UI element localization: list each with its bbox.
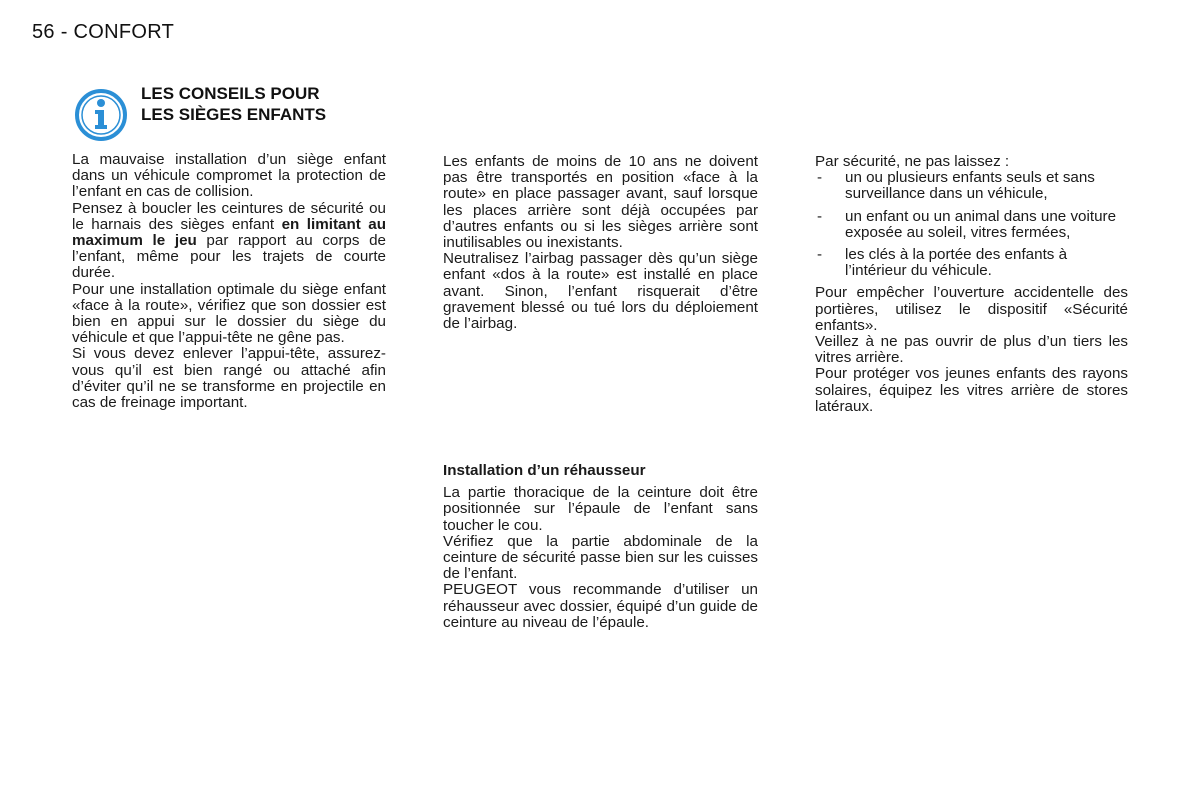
paragraph-under-ten: Les enfants de moins de 10 ans ne doivent pas être transportés en position «face à la route» en place passager avant, sauf lorsque les places arrière sont déjà occupées par d’autres enfants ou si les sièges arrière sont inutilisables ou inexistants.: [443, 153, 758, 252]
column-1: [72, 152, 386, 411]
paragraph-installation-warning: La mauvaise installation d’un siège enfant dans un véhicule compromet la protection de l’enfant en cas de collision.: [72, 151, 386, 201]
column-2: [443, 154, 758, 332]
paragraph-child-lock: Pour empêcher l’ouverture accidentelle des portières, utilisez le dispositif «Sécurité enfants».: [815, 284, 1128, 334]
paragraph-airbag-neutralize: Neutralisez l’airbag passager dès qu’un siège enfant «dos à la route» est installé en place avant. Sinon, l’enfant risquerait d’être gravement blessé ou tué lors du déploiement de l’airbag.: [443, 250, 758, 333]
paragraph-headrest-removal: Si vous devez enlever l’appui-tête, assurez-vous qu’il est bien rangé ou attaché afin d’éviter qu’il ne se transforme en projectile en cas de freinage important.: [72, 345, 386, 412]
list-item: - les clés à la portée des enfants à l’intérieur du véhicule.: [815, 247, 1128, 279]
list-item: - un enfant ou un animal dans une voiture exposée au soleil, vitres fermées,: [815, 209, 1128, 241]
section-title-line-2: LES SIÈGES ENFANTS: [141, 105, 327, 124]
paragraph-optimal-installation: Pour une installation optimale du siège enfant «face à la route», vérifiez que son dossier est bien en appui sur le dossier du siège du véhicule et que l’appui-tête ne gêne pas.: [72, 280, 386, 347]
section-title-line-1: LES CONSEILS POUR: [141, 84, 320, 103]
booster-heading: Installation d’un réhausseur: [443, 462, 646, 479]
page-header: 56 - CONFORT: [32, 21, 175, 43]
column-3: [815, 154, 1128, 415]
paragraph-safety-intro: Par sécurité, ne pas laissez :: [815, 153, 1010, 170]
paragraph-buckle-belts-start: Pensez à boucler les ceintures de sécurité ou le harnais des sièges enfant: [72, 199, 386, 233]
safety-list: [815, 170, 1128, 279]
paragraph-booster-belt: La partie thoracique de la ceinture doit être positionnée sur l’épaule de l’enfant sans toucher le cou.: [443, 484, 758, 534]
paragraph-booster-lap-belt: Vérifiez que la partie abdominale de la ceinture de sécurité passe bien sur les cuisses de l’enfant.: [443, 532, 758, 583]
booster-section: [443, 463, 758, 631]
paragraph-rear-windows: Veillez à ne pas ouvrir de plus d’un tiers les vitres arrière.: [815, 333, 1128, 367]
section-title: [141, 83, 326, 125]
paragraph-booster-recommendation: PEUGEOT vous recommande d’utiliser un réhausseur avec dossier, équipé d’un guide de ceinture au niveau de l’épaule.: [443, 581, 758, 631]
paragraph-sun-blinds: Pour protéger vos jeunes enfants des rayons solaires, équipez les vitres arrière de stores latéraux.: [815, 365, 1128, 415]
info-icon: [74, 88, 128, 142]
list-item: - un ou plusieurs enfants seuls et sans surveillance dans un véhicule,: [815, 170, 1128, 202]
emphasis-limit-slack: en limitant au maximum le jeu: [72, 215, 386, 250]
paragraph-buckle-belts-end: par rapport au corps de l’enfant, même pour les trajets de courte durée.: [72, 232, 386, 282]
paragraph-buckle-belts: [72, 201, 386, 282]
